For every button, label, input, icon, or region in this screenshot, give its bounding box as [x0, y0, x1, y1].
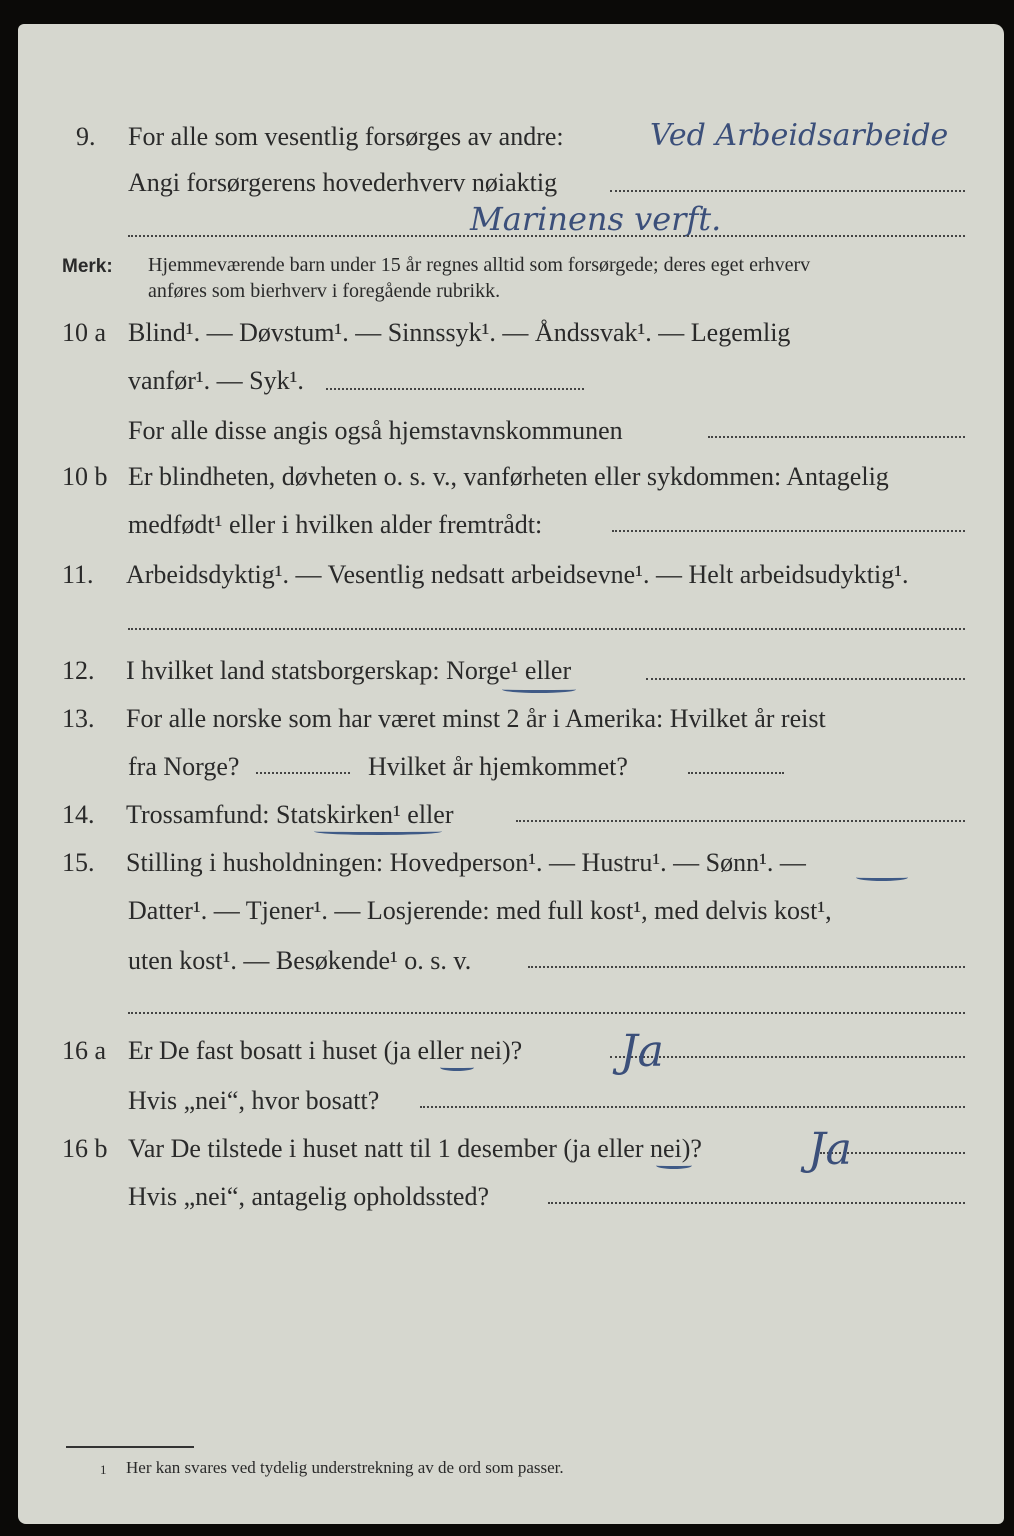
q16b-line2: Hvis „nei“, antagelig opholdssted? [128, 1182, 490, 1211]
q10a-line3: For alle disse angis også hjemstavnskommunen [128, 416, 623, 445]
q12-answer-line [646, 678, 965, 680]
q16a-handwriting: Ja [620, 1026, 664, 1077]
q14-line1: Trossamfund: Statskirken¹ eller [126, 800, 454, 829]
q10a-hjemstavn-line [708, 436, 965, 438]
q9-number: 9. [76, 122, 96, 151]
q10a-line2: vanfør¹. — Syk¹. [128, 366, 304, 395]
q9-answer-line1 [610, 190, 965, 192]
q16b-handwriting: Ja [808, 1124, 852, 1175]
q11-line1: Arbeidsdyktig¹. — Vesentlig nedsatt arbeidsevne¹. — Helt arbeidsudyktig¹. [126, 560, 909, 589]
q11-answer-line [128, 628, 965, 630]
q12-number: 12. [62, 656, 95, 685]
q12-norge-underline [502, 686, 576, 693]
q15-sonn-underline [856, 874, 908, 881]
q15-answer-line1 [528, 966, 965, 968]
q16a-line1: Er De fast bosatt i huset (ja eller nei)? [128, 1036, 523, 1065]
q9-line2: Angi forsørgerens hovederhverv nøiaktig [128, 168, 558, 197]
q16b-ja-underline [656, 1162, 692, 1169]
merk-label: Merk: [62, 256, 113, 277]
q10b-number: 10 b [62, 462, 108, 491]
q10b-line1: Er blindheten, døvheten o. s. v., vanførheten eller sykdommen: Antagelig [128, 462, 889, 491]
q14-answer-line [516, 820, 965, 822]
q16a-line2: Hvis „nei“, hvor bosatt? [128, 1086, 380, 1115]
q16a-bosatt-line [420, 1106, 965, 1108]
q16b-number: 16 b [62, 1134, 108, 1163]
q15-number: 15. [62, 848, 95, 877]
q13-hjemkommet-line [688, 772, 784, 774]
q15-answer-line2 [128, 1012, 965, 1014]
q13-reist-line [256, 772, 350, 774]
q10a-line1: Blind¹. — Døvstum¹. — Sinnssyk¹. — Åndssvak¹. — Legemlig [128, 318, 791, 347]
merk-line2: anføres som bierhverv i foregående rubrikk. [148, 280, 501, 302]
merk-line1: Hjemmeværende barn under 15 år regnes alltid som forsørgede; deres eget erhverv [148, 254, 811, 276]
q11-number: 11. [62, 560, 94, 589]
q10a-answer-line [326, 388, 584, 390]
q16a-ja-underline [440, 1064, 474, 1071]
q13-line2b: Hvilket år hjemkommet? [368, 752, 628, 781]
q15-line1: Stilling i husholdningen: Hovedperson¹. — Hustru¹. — Sønn¹. — [126, 848, 806, 877]
q13-line2a: fra Norge? [128, 752, 240, 781]
q10b-line2: medfødt¹ eller i hvilken alder fremtrådt: [128, 510, 543, 539]
q10a-number: 10 a [62, 318, 107, 347]
q13-number: 13. [62, 704, 95, 733]
q14-statskirken-underline [314, 828, 442, 835]
q10b-answer-line [612, 530, 965, 532]
q15-line3: uten kost¹. — Besøkende¹ o. s. v. [128, 946, 472, 975]
q16b-opholdssted-line [548, 1202, 965, 1204]
q15-line2: Datter¹. — Tjener¹. — Losjerende: med full kost¹, med delvis kost¹, [128, 896, 832, 925]
footnote-marker: 1 [100, 1462, 107, 1477]
footnote-text: Her kan svares ved tydelig understrekning av de ord som passer. [126, 1458, 564, 1477]
q16b-line1: Var De tilstede i huset natt til 1 desember (ja eller nei)? [128, 1134, 702, 1163]
q9-line1: For alle som vesentlig forsørges av andre: [128, 122, 564, 151]
q9-handwriting-2: Marinens verft. [470, 200, 722, 238]
q14-number: 14. [62, 800, 95, 829]
q12-line1: I hvilket land statsborgerskap: Norge¹ eller [126, 656, 572, 685]
q9-answer-line2 [128, 235, 965, 237]
q9-handwriting-1: Ved Arbeidsarbeide [650, 118, 949, 153]
q16a-number: 16 a [62, 1036, 107, 1065]
q13-line1: For alle norske som har været minst 2 år i Amerika: Hvilket år reist [126, 704, 826, 733]
footnote-rule [66, 1446, 194, 1448]
